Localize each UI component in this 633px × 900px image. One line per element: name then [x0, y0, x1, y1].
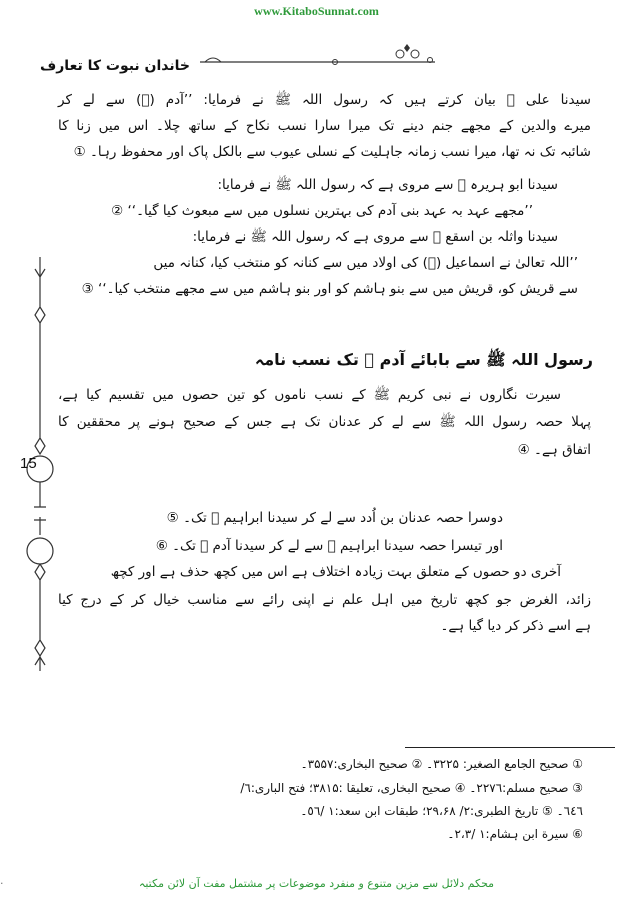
text-line: ہے اسے ذکر کر دیا گیا ہے۔ [440, 618, 591, 634]
text-line: زائد، الغرض جو کچھ تاریخ میں اہل علم نے اپنی رائے سے مناسب خیال کر کے درج کیا [58, 592, 591, 608]
footnote-line: ① صحیح الجامع الصغیر: ۳۲۲۵۔ ② صحیح البخاری:۳۵۵۷۔ [300, 757, 583, 771]
text-line: آخری دو حصوں کے متعلق بہت زیادہ اختلاف ہے اس میں کچھ حذف ہے اور کچھ [110, 564, 561, 580]
page-number: 15 [20, 455, 37, 472]
text-line: اتفاق ہے۔ ④ [517, 442, 591, 458]
section-heading: رسول اللہ ﷺ سے بابائے آدم ﷤ تک نسب نامہ [254, 350, 593, 369]
footnote-line: ٦٤٦۔ ⑤ تاریخ الطبری:۲/ ۲۹،۶۸؛ طبقات ابن سعد:۱ /٥٦۔ [300, 804, 583, 818]
chapter-title: خاندان نبوت کا تعارف [39, 58, 190, 74]
text-line: سے قریش کو، قریش میں سے بنو ہاشم کو اور بنو ہاشم میں سے مجھے منتخب کیا۔‘‘ ③ [81, 281, 578, 297]
text-line: پہلا حصہ رسول اللہ ﷺ سے لے کر عدنان تک ہے جس کے صحیح ہونے پر محققین کا [58, 414, 591, 430]
text-line: ’’اللہ تعالیٰ نے اسماعیل (﷤) کی اولاد میں سے کنانہ کو منتخب کیا، کنانہ میں [153, 255, 578, 271]
text-line: سیدنا علی ﷜ بیان کرتے ہیں کہ رسول اللہ ﷺ نے فرمایا: ’’آدم (﷤) سے لے کر [58, 92, 591, 108]
text-line: سیدنا واثلہ بن اسقع ﷜ سے مروی ہے کہ رسول اللہ ﷺ نے فرمایا: [192, 229, 558, 245]
ornament-divider-icon [195, 40, 445, 72]
text-line: سیدنا ابو ہریرہ ﷜ سے مروی ہے کہ رسول اللہ ﷺ نے فرمایا: [217, 177, 558, 193]
text-line: میرے والدین کے مجھے جنم دینے تک میرا سارا نسب نکاح کے ساتھ چلا۔ اس میں زنا کا [58, 118, 591, 134]
text-line: دوسرا حصہ عدنان بن اُدد سے لے کر سیدنا ابراہیم ﷤ تک۔ ⑤ [166, 510, 503, 526]
footnote-line: ⑥ سیرة ابن ہشام:۱ /۲،۳۔ [447, 827, 583, 841]
text-line: اور تیسرا حصہ سیدنا ابراہیم ﷤ سے لے کر سیدنا آدم ﷤ تک۔ ⑥ [155, 538, 503, 554]
scan-mark: · [0, 877, 4, 890]
footnote-separator [405, 747, 615, 748]
footnote-line: ③ صحیح مسلم:۲۲۷٦۔ ④ صحیح البخاری، تعلیقا :۳۸۱۵؛ فتح الباری:٦/ [240, 781, 583, 795]
text-line: ’’مجھے عہد بہ عہد بنی آدم کی بہترین نسلوں میں سے مبعوث کیا گیا۔‘‘ ② [111, 203, 533, 219]
site-url[interactable]: www.KitaboSunnat.com [254, 4, 379, 18]
footer-tagline: محکم دلائل سے مزین متنوع و منفرد موضوعات پر مشتمل مفت آن لائن مکتبہ [138, 877, 495, 890]
text-line: سیرت نگاروں نے نبی کریم ﷺ کے نسب ناموں کو تین حصوں میں تقسیم کیا ہے، [58, 387, 561, 403]
text-line: شائبہ تک نہ تھا، میرا نسب زمانہ جاہلیت کے نسلی عیوب سے بالکل پاک اور محفوظ رہا۔ ① [73, 144, 591, 160]
